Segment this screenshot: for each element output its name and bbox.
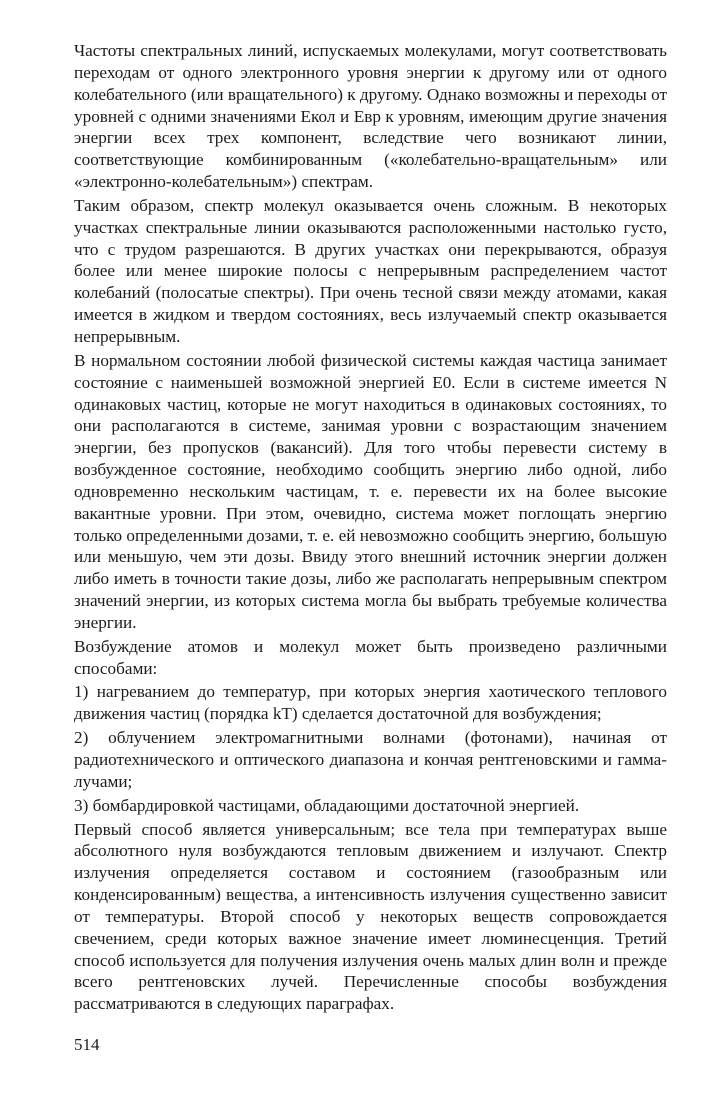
page-number: 514 — [74, 1035, 100, 1054]
list-item-heating: 1) нагреванием до температур, при которых энергия хаотического теплового движения частиц (порядка kT) сделается достаточной для возбуждения; — [74, 682, 667, 724]
list-item-bombardment: 3) бомбардировкой частицами, обладающими достаточной энергией. — [74, 795, 580, 815]
paragraph-excitation-methods: Возбуждение атомов и молекул может быть произведено различными способами: — [74, 636, 667, 678]
paragraph-normal-state: В нормальном состоянии любой физической системы каждая частица занимает состояние с наименьшей возможной энергией E0. Если в системе имеется N одинаковых частиц, которые не могут находиться в одинаковых состояниях, то они располагаются в системе, занимая уровни с возрастающим значением энергии, без пропусков (вакансий). Для того чтобы перевести систему в возбужденное состояние, необходимо сообщить энергию либо одной, либо одновременно нескольким частицам, т. е. перевести их на более высокие вакантные уровни. При этом, очевидно, система может поглощать энергию только определенными дозами, т. е. ей невозможно сообщить энергию, большую или меньшую, чем эти дозы. Ввиду этого внешний источник энергии должен либо иметь в точности такие дозы, либо же располагать непрерывным спектром значений энергии, из которых система могла бы выбрать требуемые количества энергии. — [74, 350, 667, 632]
paragraph-molecular-spectrum: Таким образом, спектр молекул оказывается очень сложным. В некоторых участках спектральные линии оказываются расположенными настолько густо, что с трудом разрешаются. В других участках они перекрываются, образуя более или менее широкие полосы с непрерывным распределением частот колебаний (полосатые спектры). При очень тесной связи между атомами, какая имеется в жидком и твердом состояниях, весь излучаемый спектр оказывается непрерывным. — [74, 195, 667, 346]
body-text — [74, 40, 667, 1015]
paragraph-first-method: Первый способ является универсальным; все тела при температурах выше абсолютного нуля возбуждаются тепловым движением и излучают. Спектр излучения определяется составом и состоянием (газообразным или конденсированным) вещества, а интенсивность излучения существенно зависит от температуры. Второй способ у некоторых веществ сопровождается свечением, среди которых важное значение имеет люминесценция. Третий способ используется для получения излучения очень малых длин волн и прежде всего рентгеновских лучей. Перечисленные способы возбуждения рассматриваются в следующих параграфах. — [74, 819, 667, 1014]
list-item-irradiation: 2) облучением электромагнитными волнами (фотонами), начиная от радиотехнического и оптического диапазона и кончая рентгеновскими и гамма-лучами; — [74, 728, 667, 791]
paragraph-molecular-transitions: Частоты спектральных линий, испускаемых молекулами, могут соответствовать переходам от одного электронного уровня энергии к другому или от одного колебательного (или вращательного) к другому. Однако возможны и переходы от уровней с одними значениями Eкол и Eвр к уровням, имеющим другие значения энергии всех трех компонент, вследствие чего возникают линии, соответствующие комбинированным («колебательно-вращательным» или «электронно-колебательным») спектрам. — [74, 41, 667, 192]
